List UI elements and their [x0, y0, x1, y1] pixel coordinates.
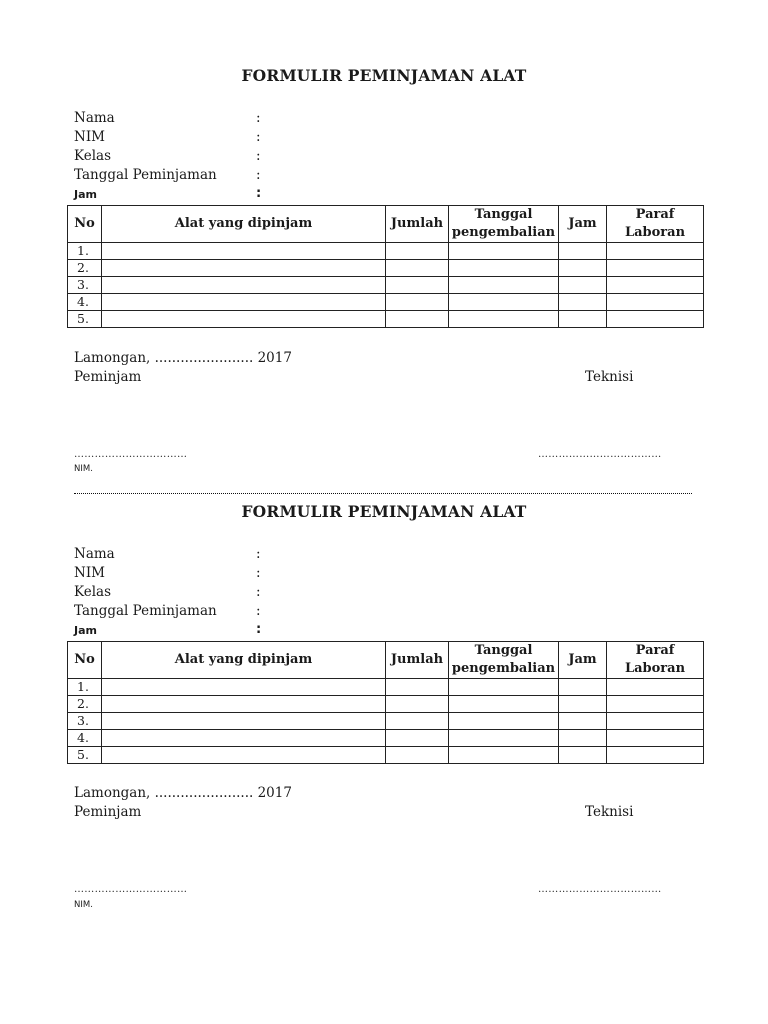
cell-tanggal[interactable] — [449, 260, 559, 277]
cell-tanggal[interactable] — [449, 696, 559, 713]
field-label: Nama — [74, 546, 115, 562]
table-row — [68, 696, 704, 713]
nim-label: NIM. — [74, 464, 93, 474]
field-label: Tanggal Peminjaman — [74, 167, 217, 183]
field-kelas — [74, 148, 374, 167]
field-colon: : — [256, 622, 262, 637]
table-row — [68, 730, 704, 747]
cell-alat[interactable] — [102, 747, 386, 764]
table-row — [68, 243, 704, 260]
field-colon: : — [256, 129, 261, 145]
field-colon: : — [256, 167, 261, 183]
field-label: Jam — [74, 624, 97, 637]
table-row — [68, 747, 704, 764]
cell-paraf[interactable] — [607, 294, 704, 311]
cell-tanggal[interactable] — [449, 277, 559, 294]
cell-paraf[interactable] — [607, 679, 704, 696]
cell-alat[interactable] — [102, 311, 386, 328]
cell-jam[interactable] — [559, 713, 607, 730]
field-colon: : — [256, 584, 261, 600]
row-number: 4. — [68, 294, 102, 311]
row-number: 2. — [68, 696, 102, 713]
cell-tanggal[interactable] — [449, 243, 559, 260]
header-paraf-laboran: Paraf Laboran — [607, 642, 704, 679]
field-colon: : — [256, 148, 261, 164]
cell-jumlah[interactable] — [386, 679, 449, 696]
field-colon: : — [256, 110, 261, 126]
cell-jumlah[interactable] — [386, 294, 449, 311]
cell-alat[interactable] — [102, 730, 386, 747]
field-tanggal-peminjaman — [74, 167, 374, 186]
header-jam: Jam — [559, 206, 607, 243]
cell-tanggal[interactable] — [449, 311, 559, 328]
cell-tanggal[interactable] — [449, 294, 559, 311]
place-date: Lamongan, ....................... 2017 — [74, 785, 292, 801]
form-title: FORMULIR PEMINJAMAN ALAT — [241, 66, 527, 85]
cell-jam[interactable] — [559, 696, 607, 713]
loan-table — [67, 205, 704, 328]
cell-jam[interactable] — [559, 747, 607, 764]
row-number: 1. — [68, 243, 102, 260]
field-nama — [74, 110, 374, 129]
field-colon: : — [256, 546, 261, 562]
cell-paraf[interactable] — [607, 713, 704, 730]
cell-alat[interactable] — [102, 243, 386, 260]
table-header-row — [68, 642, 704, 679]
technician-label: Teknisi — [585, 804, 634, 820]
borrower-signature-line: …………………………… — [74, 449, 188, 460]
technician-label: Teknisi — [585, 369, 634, 385]
field-nim — [74, 565, 374, 584]
cell-jumlah[interactable] — [386, 747, 449, 764]
field-label: NIM — [74, 565, 105, 581]
cell-paraf[interactable] — [607, 747, 704, 764]
cell-jam[interactable] — [559, 260, 607, 277]
table-row — [68, 713, 704, 730]
field-label: Kelas — [74, 148, 112, 164]
field-tanggal-peminjaman — [74, 603, 374, 622]
field-nama — [74, 546, 374, 565]
cell-paraf[interactable] — [607, 277, 704, 294]
cut-line-divider — [74, 493, 692, 494]
cell-alat[interactable] — [102, 696, 386, 713]
cell-jam[interactable] — [559, 311, 607, 328]
table-row — [68, 294, 704, 311]
table-row — [68, 260, 704, 277]
cell-paraf[interactable] — [607, 730, 704, 747]
field-kelas — [74, 584, 374, 603]
loan-table — [67, 641, 704, 764]
cell-jumlah[interactable] — [386, 243, 449, 260]
nim-label: NIM. — [74, 900, 93, 910]
cell-alat[interactable] — [102, 260, 386, 277]
cell-jam[interactable] — [559, 679, 607, 696]
field-label: Kelas — [74, 584, 112, 600]
borrower-label: Peminjam — [74, 804, 142, 820]
cell-jam[interactable] — [559, 243, 607, 260]
cell-alat[interactable] — [102, 294, 386, 311]
header-jam: Jam — [559, 642, 607, 679]
row-number: 4. — [68, 730, 102, 747]
cell-tanggal[interactable] — [449, 713, 559, 730]
technician-signature-line: ……………………………… — [538, 449, 662, 460]
cell-jumlah[interactable] — [386, 277, 449, 294]
header-jumlah: Jumlah — [386, 206, 449, 243]
form-title: FORMULIR PEMINJAMAN ALAT — [241, 502, 527, 521]
header-tanggal-pengembalian: Tanggal pengembalian — [449, 206, 559, 243]
cell-paraf[interactable] — [607, 696, 704, 713]
row-number: 5. — [68, 311, 102, 328]
header-alat: Alat yang dipinjam — [102, 206, 386, 243]
field-label: Tanggal Peminjaman — [74, 603, 217, 619]
place-date: Lamongan, ....................... 2017 — [74, 350, 292, 366]
table-row — [68, 277, 704, 294]
cell-tanggal[interactable] — [449, 679, 559, 696]
field-label: Nama — [74, 110, 115, 126]
table-row — [68, 679, 704, 696]
cell-jam[interactable] — [559, 294, 607, 311]
field-colon: : — [256, 603, 261, 619]
header-tanggal-pengembalian: Tanggal pengembalian — [449, 642, 559, 679]
table-header-row — [68, 206, 704, 243]
row-number: 3. — [68, 713, 102, 730]
cell-alat[interactable] — [102, 713, 386, 730]
cell-alat[interactable] — [102, 679, 386, 696]
cell-jumlah[interactable] — [386, 730, 449, 747]
loan-form-1 — [0, 66, 768, 496]
loan-form-2 — [0, 502, 768, 932]
cell-tanggal[interactable] — [449, 747, 559, 764]
row-number: 3. — [68, 277, 102, 294]
header-no: No — [68, 206, 102, 243]
header-alat: Alat yang dipinjam — [102, 642, 386, 679]
cell-jumlah[interactable] — [386, 311, 449, 328]
row-number: 1. — [68, 679, 102, 696]
row-number: 2. — [68, 260, 102, 277]
cell-paraf[interactable] — [607, 311, 704, 328]
cell-jam[interactable] — [559, 277, 607, 294]
cell-jumlah[interactable] — [386, 713, 449, 730]
field-colon: : — [256, 565, 261, 581]
cell-jumlah[interactable] — [386, 260, 449, 277]
header-no: No — [68, 642, 102, 679]
header-jumlah: Jumlah — [386, 642, 449, 679]
field-colon: : — [256, 186, 262, 201]
header-paraf-laboran: Paraf Laboran — [607, 206, 704, 243]
borrower-signature-line: …………………………… — [74, 884, 188, 895]
table-row — [68, 311, 704, 328]
cell-paraf[interactable] — [607, 260, 704, 277]
row-number: 5. — [68, 747, 102, 764]
field-label: NIM — [74, 129, 105, 145]
technician-signature-line: ……………………………… — [538, 884, 662, 895]
field-nim — [74, 129, 374, 148]
borrower-label: Peminjam — [74, 369, 142, 385]
cell-paraf[interactable] — [607, 243, 704, 260]
cell-jumlah[interactable] — [386, 696, 449, 713]
cell-alat[interactable] — [102, 277, 386, 294]
cell-tanggal[interactable] — [449, 730, 559, 747]
cell-jam[interactable] — [559, 730, 607, 747]
field-label: Jam — [74, 188, 97, 201]
